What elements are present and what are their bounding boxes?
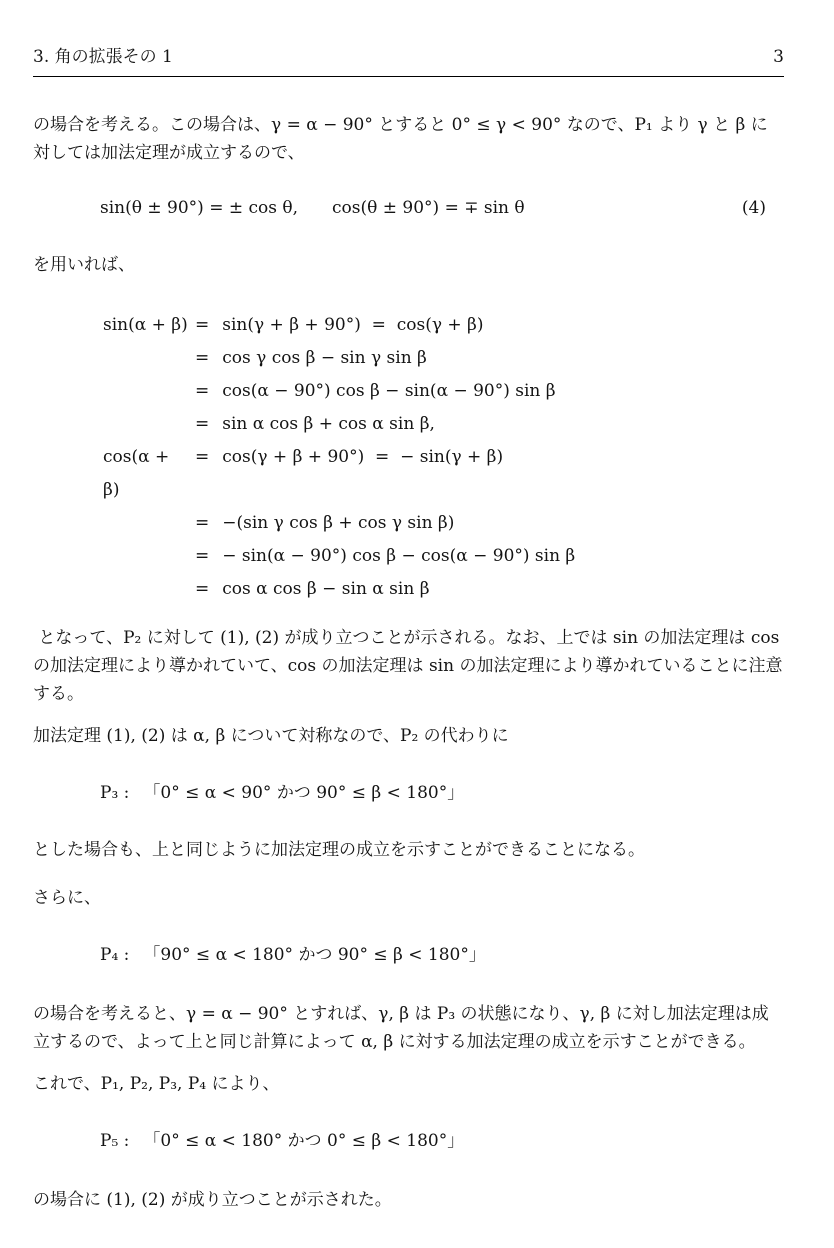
paragraph-conclusion: となって、P₂ に対して (1), (2) が成り立つことが示される。なお、上では sin の加法定理は cos の加法定理により導かれていて、cos の加法定理は sin の加法定理により導かれていることに注意する。 [33, 628, 785, 704]
equation-rhs: sin(γ + β + 90°) = cos(γ + β) [222, 315, 484, 335]
paragraph-further: さらに、 [33, 888, 101, 908]
p4-condition: 「90° ≤ α < 180° かつ 90° ≤ β < 180°」 [143, 945, 486, 965]
paragraph-final: の場合に (1), (2) が成り立つことが示された。 [33, 1190, 392, 1210]
display-p5 [33, 1128, 784, 1154]
equals-sign: = [195, 513, 210, 533]
paragraph-use: を用いれば、 [33, 255, 135, 275]
equation-row-sin-1 [103, 309, 784, 342]
display-p4 [33, 942, 784, 968]
equals-sign: = [195, 447, 210, 467]
equation-rhs: − sin(α − 90°) cos β − cos(α − 90°) sin β [222, 546, 576, 566]
equals-sign: = [195, 381, 210, 401]
equation-lhs: cos(α + β) [103, 447, 175, 500]
paragraph-p3-after: とした場合も、上と同じように加法定理の成立を示すことができることになる。 [33, 840, 645, 860]
page-number: 3 [773, 47, 784, 67]
equation-rhs: cos γ cos β − sin γ sin β [222, 348, 427, 368]
equals-sign: = [195, 546, 210, 566]
equation-row-cos-3 [103, 540, 784, 573]
paragraph-symmetry: 加法定理 (1), (2) は α, β について対称なので、P₂ の代わりに [33, 726, 509, 746]
equation-rhs: sin α cos β + cos α sin β, [222, 414, 435, 434]
equation-row-cos-4 [103, 573, 784, 606]
paragraph-intro: の場合を考える。この場合は、γ = α − 90° とすると 0° ≤ γ < 90° なので、P₁ より γ と β に対しては加法定理が成立するので、 [33, 115, 768, 163]
equals-sign: = [195, 579, 210, 599]
display-p3 [33, 780, 784, 806]
equation-lhs: sin(α + β) [103, 315, 188, 335]
equation-row-sin-3 [103, 375, 784, 408]
equation-rhs: cos(α − 90°) cos β − sin(α − 90°) sin β [222, 381, 556, 401]
equation-rhs: −(sin γ cos β + cos γ sin β) [222, 513, 455, 533]
paragraph-p4-case: の場合を考えると、γ = α − 90° とすれば、γ, β は P₃ の状態になり、γ, β に対し加法定理は成立するので、よって上と同じ計算によって α, β に対する加法定理の成立を示すことができる。 [33, 1004, 769, 1052]
p5-label: P₅ : [100, 1131, 130, 1151]
equation-row-cos-1 [103, 441, 784, 507]
p4-label: P₄ : [100, 945, 130, 965]
equals-sign: = [195, 414, 210, 434]
p5-condition: 「0° ≤ α < 180° かつ 0° ≤ β < 180°」 [143, 1131, 465, 1151]
section-title: 3. 角の拡張その 1 [33, 47, 173, 67]
equation-rhs: cos(γ + β + 90°) = − sin(γ + β) [222, 447, 504, 467]
equation-row-sin-2 [103, 342, 784, 375]
p3-label: P₃ : [100, 783, 130, 803]
equals-sign: = [195, 315, 210, 335]
equation-row-sin-4 [103, 408, 784, 441]
paragraph-p-list: これで、P₁, P₂, P₃, P₄ により、 [33, 1074, 280, 1094]
equation-4-body: sin(θ ± 90°) = ± cos θ, cos(θ ± 90°) = ∓ sin θ [100, 198, 525, 218]
equation-4-number: (4) [741, 198, 766, 218]
equation-row-cos-2 [103, 507, 784, 540]
aligned-equations [33, 309, 784, 606]
page-header [33, 42, 784, 77]
equation-rhs: cos α cos β − sin α sin β [222, 579, 430, 599]
equals-sign: = [195, 348, 210, 368]
p3-condition: 「0° ≤ α < 90° かつ 90° ≤ β < 180°」 [143, 783, 465, 803]
equation-4 [33, 195, 784, 221]
